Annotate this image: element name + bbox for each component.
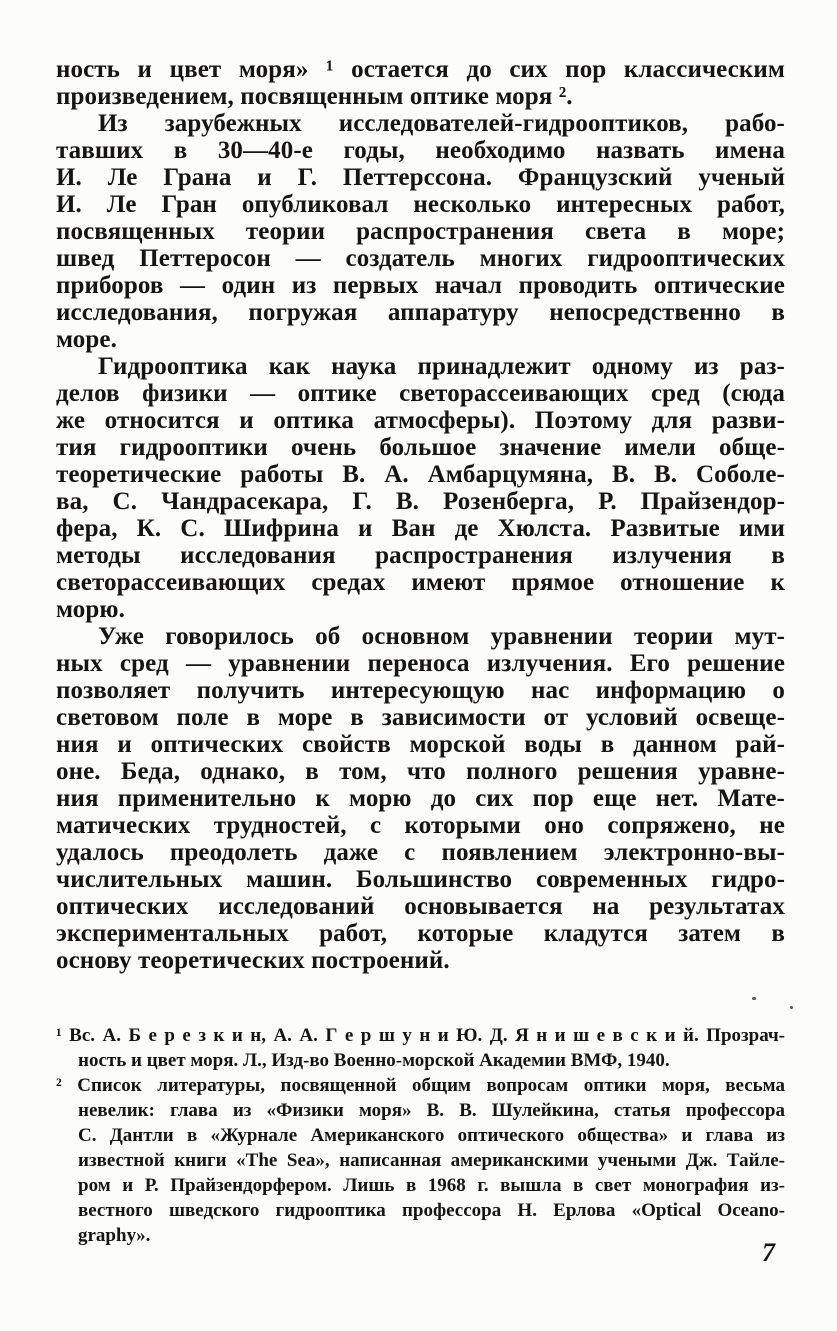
text-line: ность и цвет моря. Л., Изд-во Военно-морской Академии ВМФ, 1940. bbox=[78, 1050, 670, 1071]
scan-speck bbox=[790, 1006, 793, 1009]
text-line: позволяет получить интересующую нас информацию о bbox=[56, 677, 785, 704]
text-line: И. Ле Гран опубликовал несколько интересных работ, bbox=[56, 191, 785, 218]
text-line: невелик: глава из «Физики моря» В. В. Шулейкина, статья профессора bbox=[78, 1100, 785, 1121]
text-line: методы исследования распространения излучения в bbox=[56, 542, 785, 569]
text-line: оптических исследований основывается на результатах bbox=[56, 893, 785, 920]
paragraph bbox=[56, 56, 785, 110]
page-number: 7 bbox=[762, 1238, 775, 1267]
paragraph bbox=[56, 353, 785, 623]
text-line: же относится и оптика атмосферы). Поэтому для разви- bbox=[56, 407, 785, 434]
text-line: морю. bbox=[56, 596, 125, 623]
text-line: ния применительно к морю до сих пор еще нет. Мате- bbox=[56, 785, 785, 812]
text-line: швед Петтеросон — создатель многих гидрооптических bbox=[56, 245, 785, 272]
text-line: ность и цвет моря» ¹ остается до сих пор классическим bbox=[56, 56, 785, 83]
text-line: С. Дантли в «Журнале Американского оптического общества» и глава из bbox=[78, 1125, 785, 1146]
text-line: экспериментальных работ, которые кладутся затем в bbox=[56, 920, 785, 947]
text-block bbox=[56, 56, 785, 1248]
text-line: Из зарубежных исследователей-гидрооптиков, рабо- bbox=[98, 110, 785, 137]
text-line: известной книги «The Sea», написанная американскими учеными Дж. Тайле- bbox=[78, 1150, 785, 1171]
text-line: теоретические работы В. А. Амбарцумяна, В. В. Соболе- bbox=[56, 461, 785, 488]
scan-speck bbox=[752, 997, 756, 1000]
text-line: ром и Р. Прайзендорфером. Лишь в 1968 г. вышла в свет монография из- bbox=[78, 1175, 785, 1196]
text-line: ва, С. Чандрасекара, Г. В. Розенберга, Р. Прайзендор- bbox=[56, 488, 785, 515]
text-line: вестного шведского гидрооптика профессора Н. Ерлова «Optical Oceano- bbox=[78, 1200, 785, 1221]
text-line: graphy». bbox=[78, 1225, 151, 1246]
text-line: И. Ле Грана и Г. Петтерссона. Французский ученый bbox=[56, 164, 785, 191]
footnote bbox=[56, 1023, 785, 1073]
text-line: числительных машин. Большинство современных гидро- bbox=[56, 866, 785, 893]
text-line: ² Список литературы, посвященной общим вопросам оптики моря, весьма bbox=[56, 1075, 785, 1096]
text-line: тавших в 30—40-е годы, необходимо назвать имена bbox=[56, 137, 785, 164]
paragraph bbox=[56, 110, 785, 353]
text-line: матических трудностей, с которыми оно сопряжено, не bbox=[56, 812, 785, 839]
text-line: оне. Беда, однако, в том, что полного решения уравне- bbox=[56, 758, 785, 785]
text-line: Гидрооптика как наука принадлежит одному из раз- bbox=[98, 353, 785, 380]
text-line: ния и оптических свойств морской воды в данном рай- bbox=[56, 731, 785, 758]
text-line: удалось преодолеть даже с появлением электронно-вы- bbox=[56, 839, 785, 866]
footnotes bbox=[56, 1023, 785, 1248]
text-line: море. bbox=[56, 326, 117, 353]
text-line: исследования, погружая аппаратуру непосредственно в bbox=[56, 299, 785, 326]
text-line: световом поле в море в зависимости от условий освеще- bbox=[56, 704, 785, 731]
text-line: основу теоретических построений. bbox=[56, 947, 450, 974]
footnote bbox=[56, 1073, 785, 1248]
text-line: светорассеивающих средах имеют прямое отношение к bbox=[56, 569, 785, 596]
text-line: ¹ Вс. А. Б е р е з к и н, А. А. Г е р ш у н и Ю. Д. Я н и ш е в с к и й. Прозрач- bbox=[56, 1025, 785, 1046]
paragraph bbox=[56, 623, 785, 974]
text-line: посвященных теории распространения света в море; bbox=[56, 218, 785, 245]
text-line: фера, К. С. Шифрина и Ван де Хюлста. Развитые ими bbox=[56, 515, 785, 542]
text-line: делов физики — оптике светорассеивающих сред (сюда bbox=[56, 380, 785, 407]
text-line: произведением, посвященным оптике моря ². bbox=[56, 83, 573, 110]
text-line: приборов — один из первых начал проводить оптические bbox=[56, 272, 785, 299]
body-text bbox=[56, 56, 785, 974]
text-line: Уже говорилось об основном уравнении теории мут- bbox=[98, 623, 785, 650]
text-line: тия гидрооптики очень большое значение имели обще- bbox=[56, 434, 785, 461]
text-line: ных сред — уравнении переноса излучения. Его решение bbox=[56, 650, 785, 677]
